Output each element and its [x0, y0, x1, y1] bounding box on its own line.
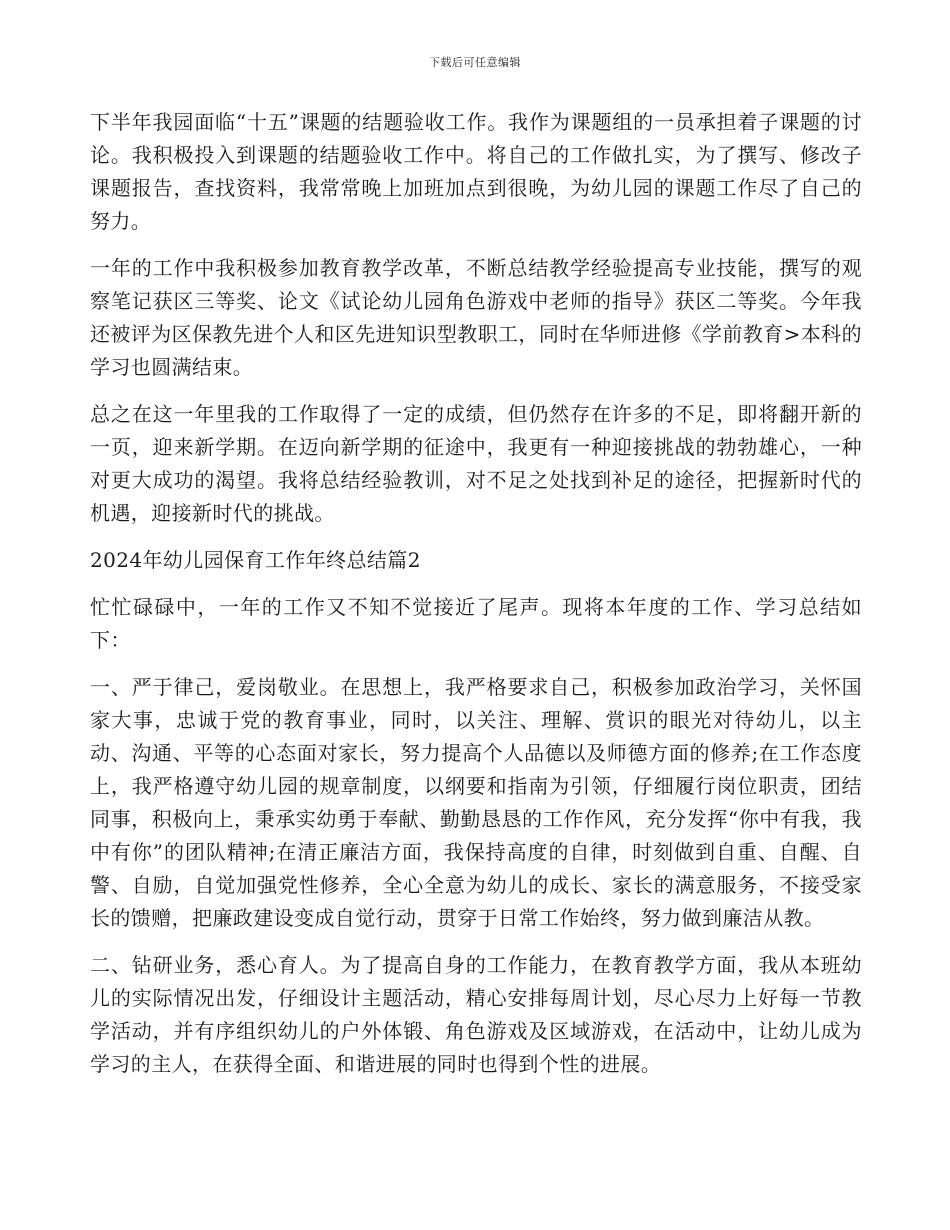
- paragraph-self-discipline: 一、严于律己，爱岗敬业。在思想上，我严格要求自己，积极参加政治学习，关怀国家大事，忠诚于党的教育事业，同时，以关注、理解、赏识的眼光对待幼儿，以主动、沟通、平等的心态面对家长，努力提高个人品德以及师德方面的修养;在工作态度上，我严格遵守幼儿园的规章制度，以纲要和指南为引领，仔细履行岗位职责，团结同事，积极向上，秉承实幼勇于奉献、勤勤恳恳的工作作风，充分发挥“你中有我，我中有你”的团队精神;在清正廉洁方面，我保持高度的自律，时刻做到自重、自醒、自警、自励，自觉加强党性修养，全心全意为幼儿的成长、家长的满意服务，不接受家长的馈赠，把廉政建设变成自觉行动，贯穿于日常工作始终，努力做到廉洁从教。: [90, 675, 862, 930]
- header-note: 下载后可任意编辑: [429, 56, 521, 69]
- paragraph-topic-acceptance: 下半年我园面临“十五”课题的结题验收工作。我作为课题组的一员承担着子课题的讨论。我积极投入到课题的结题验收工作中。将自己的工作做扎实，为了撰写、修改子课题报告，查找资料，我常常晚上加班加点到很晚，为幼儿园的课题工作尽了自己的努力。: [90, 110, 862, 233]
- paragraph-summary: 总之在这一年里我的工作取得了一定的成绩，但仍然存在许多的不足，即将翻开新的一页，迎来新学期。在迈向新学期的征途中，我更有一种迎接挑战的勃勃雄心，一种对更大成功的渴望。我将总结经验教训，对不足之处找到补足的途径，把握新时代的机遇，迎接新时代的挑战。: [90, 402, 862, 525]
- paragraph-intro: 忙忙碌碌中，一年的工作又不知不觉接近了尾声。现将本年度的工作、学习总结如下：: [90, 595, 862, 652]
- paragraph-professional-study: 二、钻研业务，悉心育人。为了提高自身的工作能力，在教育教学方面，我从本班幼儿的实际情况出发，仔细设计主题活动，精心安排每周计划，尽心尽力上好每一节教学活动，并有序组织幼儿的户外体锻、角色游戏及区域游戏，在活动中，让幼儿成为学习的主人，在获得全面、和谐进展的同时也得到个性的进展。: [90, 953, 862, 1076]
- document-body: [90, 106, 862, 1095]
- paragraph-teaching-reform: 一年的工作中我积极参加教育教学改革，不断总结教学经验提高专业技能，撰写的观察笔记获区三等奖、论文《试论幼儿园角色游戏中老师的指导》获区二等奖。今年我还被评为区保教先进个人和区先进知识型教职工，同时在华师进修《学前教育>本科的学习也圆满结束。: [90, 256, 862, 379]
- section-heading: 2024年幼儿园保育工作年终总结篇2: [90, 548, 421, 572]
